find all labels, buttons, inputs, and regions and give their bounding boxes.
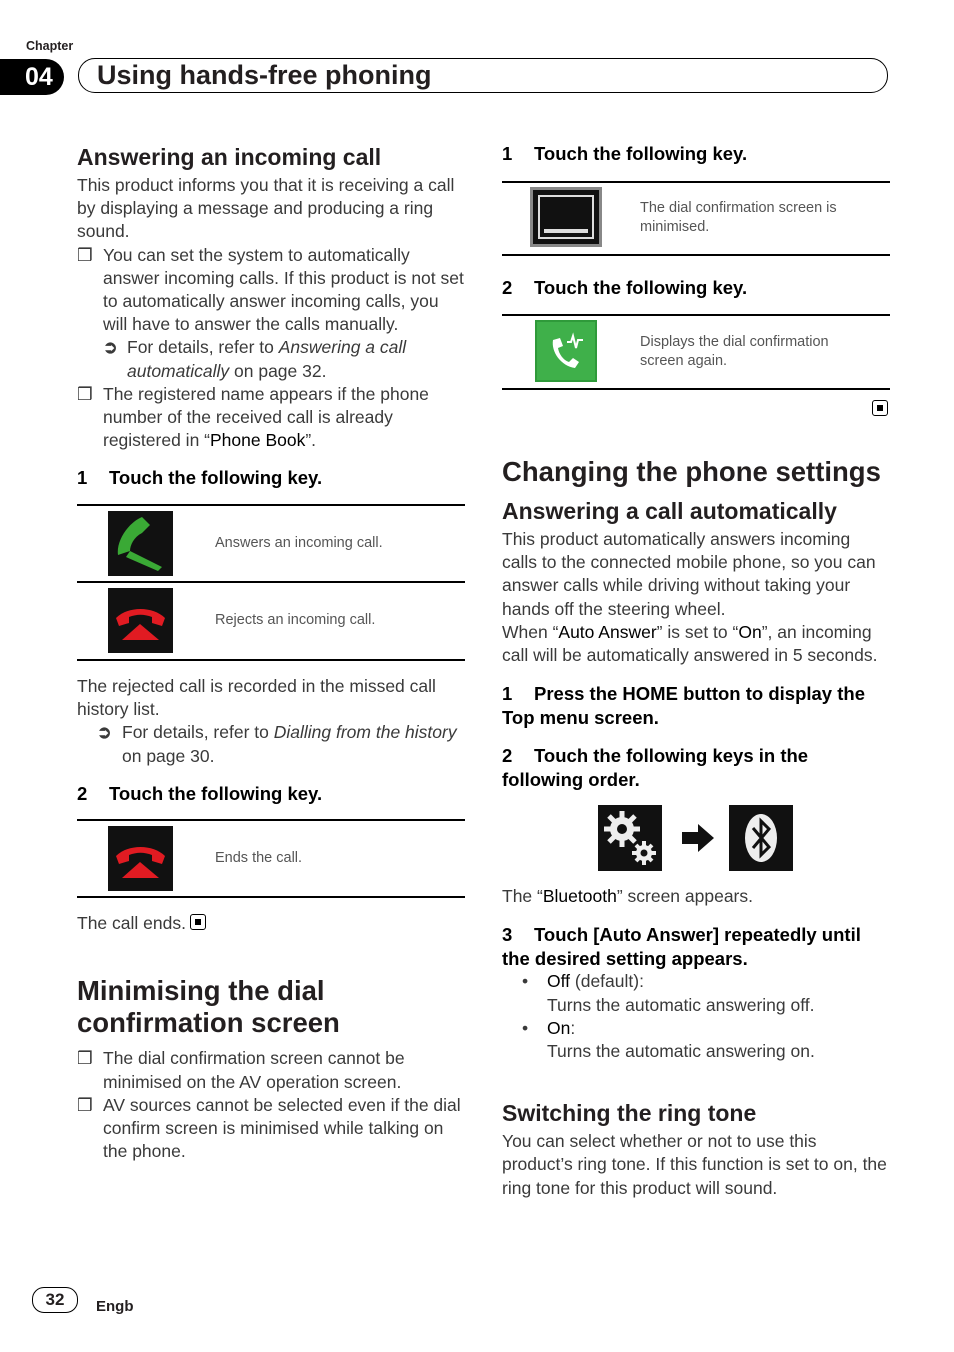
right-step-1: 1 Touch the following key. xyxy=(502,143,748,164)
auto-step-3: 3 Touch [Auto Answer] repeatedly until the desired setting appears. xyxy=(502,924,861,969)
end-key-table xyxy=(77,819,465,898)
ref-link-answer-auto[interactable]: Answering a call automatically xyxy=(127,337,407,381)
key-row-restore xyxy=(502,316,890,390)
end-of-section-icon xyxy=(190,914,206,930)
bullet-auto-answer: ❒ You can set the system to automatically answer incoming calls. If this product is not set to automatically answer incoming calls, you will have to answer the calls manually. xyxy=(77,244,464,335)
right-column xyxy=(502,140,890,1200)
bluetooth-icon[interactable] xyxy=(729,805,793,871)
auto-step-1: 1 Press the HOME button to display the Top menu screen. xyxy=(502,683,865,728)
checkbox-bullet-icon: ❒ xyxy=(77,1048,93,1069)
language-code: Engb xyxy=(96,1298,134,1315)
reject-call-icon[interactable] xyxy=(108,588,173,653)
key-desc-minimise: The dial confirmation screen is minimised. xyxy=(640,200,837,235)
page-number: 32 xyxy=(32,1287,78,1313)
option-on-desc: Turns the automatic answering on. xyxy=(547,1041,815,1062)
auto-answer-intro: This product automatically answers incoming calls to the connected mobile phone, so you can answer calls while driving without taking your hands off the steering wheel. xyxy=(502,529,876,619)
auto-answer-heading: Answering a call automatically xyxy=(502,498,837,524)
key-row-reject xyxy=(77,583,465,661)
option-off-desc: Turns the automatic answering off. xyxy=(547,994,815,1015)
ring-tone-heading: Switching the ring tone xyxy=(502,1100,757,1127)
checkbox-bullet-icon: ❒ xyxy=(77,244,93,265)
bullet-registered-name: ❒ The registered name appears if the phone number of the received call is already registered in “Phone Book”. xyxy=(77,383,429,451)
end-mark-row xyxy=(502,398,890,418)
arrow-ref-icon: ➲ xyxy=(97,722,112,743)
arrow-ref-icon: ➲ xyxy=(103,337,118,358)
left-step-2: 2 Touch the following key. xyxy=(77,782,323,804)
end-call-icon[interactable] xyxy=(108,826,173,891)
ref-answer-automatically: ➲ For details, refer to Answering a call automatically on page 32. xyxy=(103,337,407,381)
answer-key-table xyxy=(77,504,465,661)
ref-link-dialling-history[interactable]: Dialling from the history xyxy=(273,722,457,743)
bluetooth-screen-text: The “Bluetooth” screen appears. xyxy=(502,886,753,907)
key-desc-reject: Rejects an incoming call. xyxy=(215,611,376,628)
answer-call-icon[interactable] xyxy=(108,511,173,576)
key-row-answer xyxy=(77,506,465,583)
bullet-minimise-av: ❒ The dial confirmation screen cannot be minimised on the AV operation screen. xyxy=(77,1048,405,1092)
ref-dialling-history: ➲ For details, refer to Dialling from the history on page 30. xyxy=(97,722,457,766)
option-on: • On: xyxy=(522,1017,576,1038)
chapter-number: 04 xyxy=(0,59,64,95)
ring-tone-text: You can select whether or not to use this product’s ring tone. If this function is set to on, the ring tone for this product will sound. xyxy=(502,1131,887,1198)
restore-key-table xyxy=(502,314,890,390)
key-desc-end: Ends the call. xyxy=(215,850,303,867)
minimise-icon[interactable] xyxy=(530,187,602,247)
minimise-key-table xyxy=(502,181,890,256)
answer-heading: Answering an incoming call xyxy=(77,144,382,170)
minimise-heading: Minimising the dial confirmation screen xyxy=(77,975,340,1039)
key-desc-restore: Displays the dial confirmation screen again. xyxy=(640,334,829,369)
key-row-end xyxy=(77,821,465,898)
phone-dial-icon[interactable] xyxy=(535,320,597,382)
chapter-title: Using hands-free phoning xyxy=(97,60,432,90)
answer-intro: This product informs you that it is receiving a call by displaying a message and producing a ring sound. xyxy=(77,175,455,242)
key-sequence xyxy=(502,805,890,871)
left-step-1: 1 Touch the following key. xyxy=(77,467,323,489)
auto-answer-when: When “Auto Answer” is set to “On”, an incoming call will be automatically answered in 5 seconds. xyxy=(502,621,878,666)
left-column xyxy=(77,140,465,1163)
bullet-av-sources: ❒ AV sources cannot be selected even if the dial confirm screen is minimised while talking on the phone. xyxy=(77,1094,461,1162)
right-step-2: 2 Touch the following key. xyxy=(502,276,748,298)
key-row-minimise xyxy=(502,183,890,256)
auto-step-2: 2 Touch the following keys in the following order. xyxy=(502,745,809,790)
arrow-right-icon xyxy=(682,824,714,852)
key-desc-answer: Answers an incoming call. xyxy=(215,534,383,551)
checkbox-bullet-icon: ❒ xyxy=(77,1094,93,1115)
rejected-call-text: The rejected call is recorded in the missed call history list. xyxy=(77,675,436,720)
call-ends-text: The call ends. xyxy=(77,912,465,935)
settings-heading: Changing the phone settings xyxy=(502,456,881,487)
end-of-section-icon xyxy=(872,400,888,416)
checkbox-bullet-icon: ❒ xyxy=(77,383,93,404)
settings-gear-icon[interactable] xyxy=(598,805,662,871)
option-off: • Off (default): xyxy=(522,971,644,992)
chapter-label: Chapter xyxy=(26,39,74,53)
